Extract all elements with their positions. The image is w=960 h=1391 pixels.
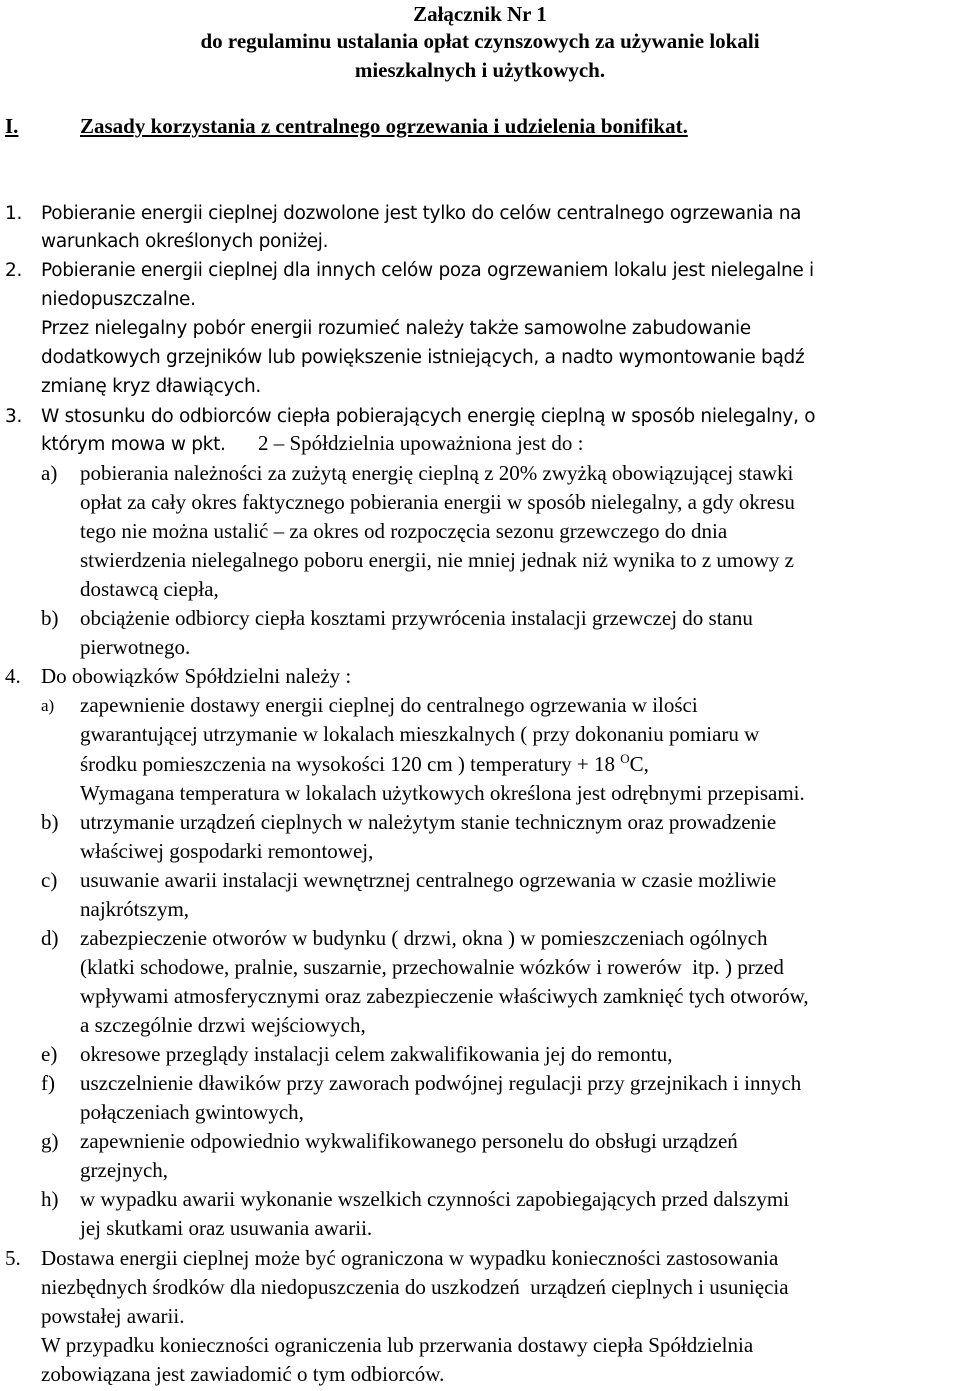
item-4a-line-text: środku pomieszczenia na wysokości 120 cm ) temperatury + 18 bbox=[80, 752, 615, 776]
item-3a-line: dostawcą ciepła, bbox=[80, 577, 219, 601]
item-3a-label: a) bbox=[41, 461, 58, 485]
item-3b-line: obciążenie odbiorcy ciepła kosztami przywrócenia instalacji grzewczej do stanu bbox=[80, 606, 753, 630]
item-5-number: 5. bbox=[5, 1246, 21, 1270]
item-3-line: W stosunku do odbiorców ciepła pobierających energię cieplną w sposób nielegalny, o bbox=[41, 406, 816, 427]
item-4c-line: usuwanie awarii instalacji wewnętrznej centralnego ogrzewania w czasie możliwie bbox=[80, 868, 777, 892]
item-2-line: dodatkowych grzejników lub powiększenie istniejących, a nadto wymontowanie bądź bbox=[41, 347, 805, 368]
item-4d-line: (klatki schodowe, pralnie, suszarnie, przechowalnie wózków i rowerów itp. ) przed bbox=[80, 955, 784, 979]
item-4d-line: a szczególnie drzwi wejściowych, bbox=[80, 1013, 366, 1037]
item-4g-label: g) bbox=[41, 1129, 59, 1153]
document-title: Załącznik Nr 1 bbox=[413, 2, 547, 26]
item-3b-line: pierwotnego. bbox=[80, 635, 191, 659]
item-3-line: 2 – Spółdzielnia upoważniona jest do : bbox=[258, 431, 584, 455]
item-3a-line: tego nie można ustalić – za okres od rozpoczęcia sezonu grzewczego do dnia bbox=[80, 519, 728, 543]
item-4g-line: grzejnych, bbox=[80, 1158, 169, 1182]
item-5-line: powstałej awarii. bbox=[41, 1304, 185, 1328]
item-2-number: 2. bbox=[5, 260, 23, 281]
degree-superscript: O bbox=[620, 751, 630, 766]
item-3-number: 3. bbox=[5, 406, 23, 427]
item-4b-line: utrzymanie urządzeń cieplnych w należytym stanie technicznym oraz prowadzenie bbox=[80, 810, 777, 834]
item-3b-label: b) bbox=[41, 606, 59, 630]
item-5-line: W przypadku konieczności ograniczenia lub przerwania dostawy ciepła Spółdzielnia bbox=[41, 1333, 754, 1357]
item-4f-line: uszczelnienie dławików przy zaworach podwójnej regulacji przy grzejnikach i innych bbox=[80, 1071, 802, 1095]
item-4a-line: Wymagana temperatura w lokalach użytkowych określona jest odrębnymi przepisami. bbox=[80, 781, 805, 805]
item-3a-line: pobierania należności za zużytą energię cieplną z 20% zwyżką obowiązującej stawki bbox=[80, 461, 794, 485]
item-2-line: zmianę kryz dławiących. bbox=[41, 376, 261, 397]
item-4f-line: połączeniach gwintowych, bbox=[80, 1100, 304, 1124]
item-4a-line: zapewnienie dostawy energii cieplnej do centralnego ogrzewania w ilości bbox=[80, 693, 698, 717]
item-1-number: 1. bbox=[5, 203, 23, 224]
item-4a-line bbox=[80, 750, 649, 779]
item-1-line: warunkach określonych poniżej. bbox=[41, 231, 329, 252]
item-5-line: Dostawa energii cieplnej może być ograniczona w wypadku konieczności zastosowania bbox=[41, 1246, 779, 1270]
item-3-line: którym mowa w pkt. bbox=[41, 434, 226, 455]
item-3a-line: opłat za cały okres faktycznego pobierania energii w sposób nielegalny, a gdy okresu bbox=[80, 490, 795, 514]
item-4c-line: najkrótszym, bbox=[80, 897, 190, 921]
item-4b-line: właściwej gospodarki remontowej, bbox=[80, 839, 374, 863]
item-4g-line: zapewnienie odpowiednio wykwalifikowanego personelu do obsługi urządzeń bbox=[80, 1129, 738, 1153]
item-1-line: Pobieranie energii cieplnej dozwolone jest tylko do celów centralnego ogrzewania na bbox=[41, 203, 802, 224]
item-4a-line-unit: C, bbox=[629, 752, 649, 776]
item-2-line: Przez nielegalny pobór energii rozumieć należy także samowolne zabudowanie bbox=[41, 318, 751, 339]
item-4d-line: wpływami atmosferycznymi oraz zabezpieczenie właściwych zamknięć tych otworów, bbox=[80, 984, 809, 1008]
item-2-line: niedopuszczalne. bbox=[41, 289, 196, 310]
item-4a-label: a) bbox=[41, 696, 55, 715]
item-4e-label: e) bbox=[41, 1042, 58, 1066]
item-4d-line: zabezpieczenie otworów w budynku ( drzwi, okna ) w pomieszczeniach ogólnych bbox=[80, 926, 768, 950]
item-4c-label: c) bbox=[41, 868, 58, 892]
item-4b-label: b) bbox=[41, 810, 59, 834]
item-5-line: niezbędnych środków dla niedopuszczenia do uszkodzeń urządzeń cieplnych i usunięcia bbox=[41, 1275, 789, 1299]
item-4-line: Do obowiązków Spółdzielni należy : bbox=[41, 664, 352, 688]
item-4h-line: w wypadku awarii wykonanie wszelkich czynności zapobiegających przed dalszymi bbox=[80, 1187, 790, 1211]
item-4a-line: gwarantującej utrzymanie w lokalach mieszkalnych ( przy dokonaniu pomiaru w bbox=[80, 722, 760, 746]
section-number: I. bbox=[5, 114, 19, 138]
item-4f-label: f) bbox=[41, 1071, 55, 1095]
item-4e-line: okresowe przeglądy instalacji celem zakwalifikowania jej do remontu, bbox=[80, 1042, 673, 1066]
item-4d-label: d) bbox=[41, 926, 59, 950]
document-subtitle-line-2: mieszkalnych i użytkowych. bbox=[354, 58, 606, 82]
item-4h-line: jej skutkami oraz usuwania awarii. bbox=[80, 1216, 373, 1240]
item-5-line: zobowiązana jest zawiadomić o tym odbiorców. bbox=[41, 1362, 445, 1386]
item-2-line: Pobieranie energii cieplnej dla innych celów poza ogrzewaniem lokalu jest nielegalne i bbox=[41, 260, 814, 281]
item-4-number: 4. bbox=[5, 664, 21, 688]
document-subtitle-line-1: do regulaminu ustalania opłat czynszowych za używanie lokali bbox=[200, 29, 760, 53]
section-heading: Zasady korzystania z centralnego ogrzewania i udzielenia bonifikat. bbox=[80, 114, 688, 138]
item-3a-line: stwierdzenia nielegalnego poboru energii, nie mniej jednak niż wynika to z umowy z bbox=[80, 548, 794, 572]
item-4h-label: h) bbox=[41, 1187, 59, 1211]
